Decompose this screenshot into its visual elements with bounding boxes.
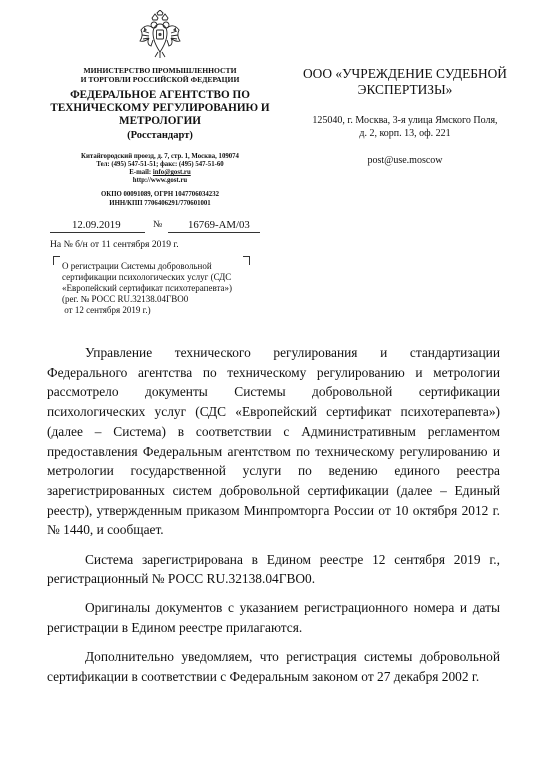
subject-text <box>62 261 252 316</box>
body-paragraph: Система зарегистрирована в Едином реестре 12 сентября 2019 г., регистрационный № РОСС RU.32138.04ГВО0. <box>47 551 500 587</box>
outgoing-date: 12.09.2019 <box>72 219 121 231</box>
ministry-line: И ТОРГОВЛИ РОССИЙСКОЙ ФЕДЕРАЦИИ <box>80 75 240 84</box>
incoming-reference: На № б/н от 11 сентября 2019 г. <box>50 239 179 250</box>
recipient-email[interactable]: post@use.moscow <box>367 155 443 166</box>
number-underline <box>168 232 260 233</box>
sender-website[interactable]: http://www.gost.ru <box>132 177 188 185</box>
sender-address: Китайгородский проезд, д. 7, стр. 1, Москва, 109074 <box>81 152 239 160</box>
okpo-ogrn: ОКПО 00091089, ОГРН 1047706034232 <box>100 191 219 199</box>
agency-line: МЕТРОЛОГИИ <box>119 115 201 128</box>
sender-email-line <box>50 169 270 177</box>
sender-contacts <box>50 153 270 186</box>
recipient-address-line: д. 2, корп. 13, оф. 221 <box>359 128 451 139</box>
agency-name <box>50 89 270 129</box>
agency-abbreviation: (Росстандарт) <box>127 129 193 141</box>
outgoing-number: 16769-АМ/03 <box>188 219 250 231</box>
recipient-name-line: ЭКСПЕРТИЗЫ» <box>357 82 453 97</box>
ministry-name <box>50 66 270 84</box>
outgoing-reference <box>50 219 260 233</box>
subject-bracket-left <box>53 256 60 265</box>
subject-block <box>50 256 250 326</box>
body-paragraph: Дополнительно уведомляем, что регистрация системы добровольной сертификации в соответствии с Федеральным законом от 27 декабря 2002 г. <box>47 649 500 685</box>
subject-line: (рег. № РОСС RU.32138.04ГВО0 <box>62 294 189 304</box>
agency-line: ФЕДЕРАЛЬНОЕ АГЕНТСТВО ПО <box>70 89 250 101</box>
subject-line: сертификации психологических услуг (СДС <box>62 272 232 282</box>
russian-coat-of-arms-icon <box>138 10 182 60</box>
recipient-address <box>280 114 530 140</box>
recipient-address-line: 125040, г. Москва, 3-я улица Ямского Поля, <box>312 115 498 126</box>
sender-email-link[interactable]: info@gost.ru <box>152 169 191 177</box>
recipient-name <box>280 66 530 98</box>
recipient-block <box>280 66 530 167</box>
sender-letterhead <box>50 10 270 208</box>
inn-kpp: ИНН/КПП 7706406291/770601001 <box>109 199 211 207</box>
outgoing-number-label: № <box>153 219 163 230</box>
subject-line: «Европейский сертификат психотерапевта») <box>62 283 233 293</box>
body-paragraph: Управление технического регулирования и стандартизации Федерального агентства по техническому регулированию и метрологии рассмотрело документы Системы добровольной сертификации психологических услуг (СДС «Европейский сертификат психотерапевта») (далее – Система) в соответствии с Административным регламентом предоставления Федеральным агентством по техническому регулированию и метрологии государственной услуги по ведению единого реестра зарегистрированных систем добровольной сертификации (далее – Единый реестр), утвержденным приказом Минпромторга России от 10 октября 2012 г. № 1440, и сообщает. <box>47 345 500 538</box>
sender-registration <box>50 191 270 207</box>
body-paragraph: Оригиналы документов с указанием регистрационного номера и даты регистрации в Едином реестре прилагаются. <box>47 600 500 636</box>
recipient-name-line: ООО «УЧРЕЖДЕНИЕ СУДЕБНОЙ <box>303 66 507 81</box>
subject-line: О регистрации Системы добровольной <box>62 261 212 271</box>
subject-line: от 12 сентября 2019 г.) <box>62 305 151 315</box>
ministry-line: МИНИСТЕРСТВО ПРОМЫШЛЕННОСТИ <box>83 66 237 75</box>
date-underline <box>50 232 145 233</box>
sender-phone: Тел: (495) 547-51-51; факс: (495) 547-51-60 <box>96 160 224 168</box>
letter-body <box>47 343 500 696</box>
email-label: E-mail: <box>129 169 153 177</box>
agency-line: ТЕХНИЧЕСКОМУ РЕГУЛИРОВАНИЮ И <box>50 102 270 115</box>
